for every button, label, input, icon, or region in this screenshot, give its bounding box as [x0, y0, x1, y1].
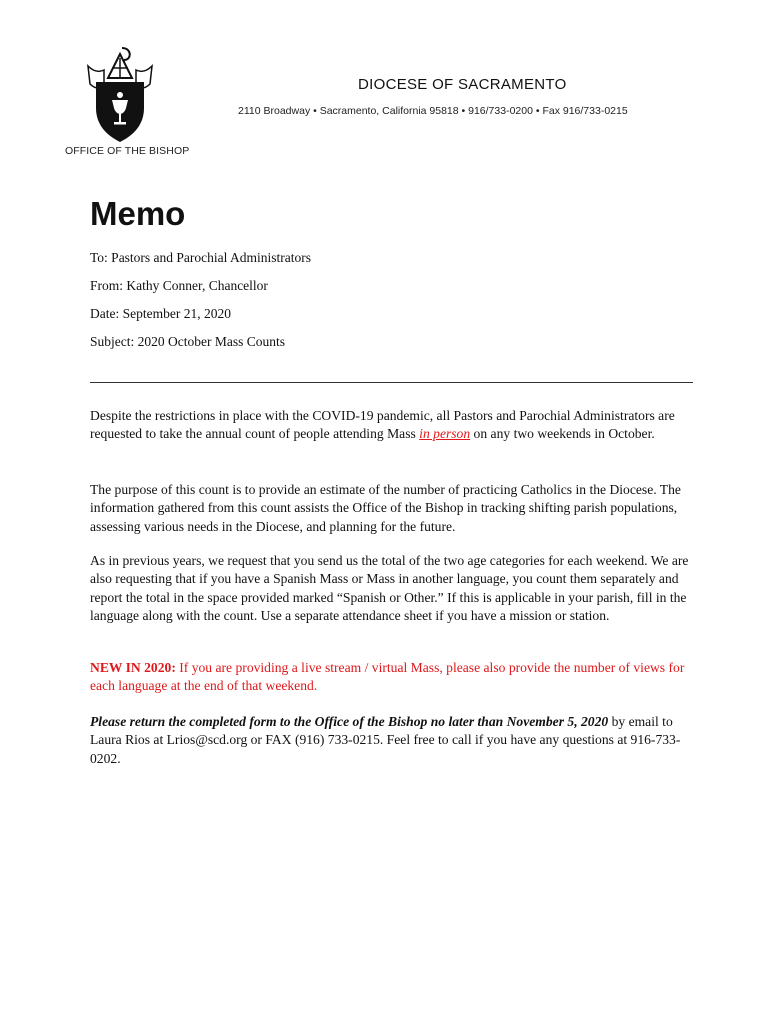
memo-from: From: Kathy Conner, Chancellor [90, 278, 268, 293]
body-paragraph-new-in-2020 [90, 659, 696, 696]
memo-subject: Subject: 2020 October Mass Counts [90, 334, 285, 349]
body-paragraph-1 [90, 407, 696, 444]
return-contact-text: by email to Laura Rios at Lrios@scd.org or FAX (916) 733-0215. Feel free to call if you have any questions at 916-733-0202. [90, 714, 681, 766]
body-paragraph-3: As in previous years, we request that you send us the total of the two age categories for each weekend. We are also requesting that if you have a Spanish Mass or Mass in another language, you count them separately and report the total in the space provided marked “Spanish or Other.” If this is applicable in your parish, fill in the language along with the count. Use a separate attendance sheet if you have a mission or station. [90, 553, 689, 623]
diocesan-coat-of-arms-icon [82, 44, 158, 144]
memo-title: Memo [90, 195, 186, 232]
office-of-the-bishop-label: OFFICE OF THE BISHOP [65, 145, 190, 157]
p1-text-post: on any two weekends in October. [470, 426, 655, 442]
memo-date: Date: September 21, 2020 [90, 306, 231, 321]
diocese-name: DIOCESE OF SACRAMENTO [358, 76, 567, 93]
body-paragraph-return-instructions [90, 713, 696, 768]
return-deadline-emphasis: Please return the completed form to the Office of the Bishop no later than November 5, 2020 [90, 714, 609, 729]
p1-text-pre: Despite the restrictions in place with the COVID-19 pandemic, all Pastors and Parochial Administrators are requested to take the annual count of people attending Mass [90, 408, 675, 442]
header-divider [90, 382, 693, 383]
diocese-address: 2110 Broadway • Sacramento, California 95818 • 916/733-0200 • Fax 916/733-0215 [238, 105, 628, 117]
new-in-2020-text: If you are providing a live stream / virtual Mass, please also provide the number of views for each language at the end of that weekend. [90, 660, 685, 694]
memo-to: To: Pastors and Parochial Administrators [90, 250, 312, 265]
in-person-emphasis: in person [419, 426, 471, 442]
new-in-2020-label: NEW IN 2020: [90, 660, 176, 675]
body-paragraph-2: The purpose of this count is to provide an estimate of the number of practicing Catholics in the Diocese. The information gathered from this count assists the Office of the Bishop in tracking shifting parish populations, assessing various needs in the Diocese, and planning for the future. [90, 482, 681, 534]
